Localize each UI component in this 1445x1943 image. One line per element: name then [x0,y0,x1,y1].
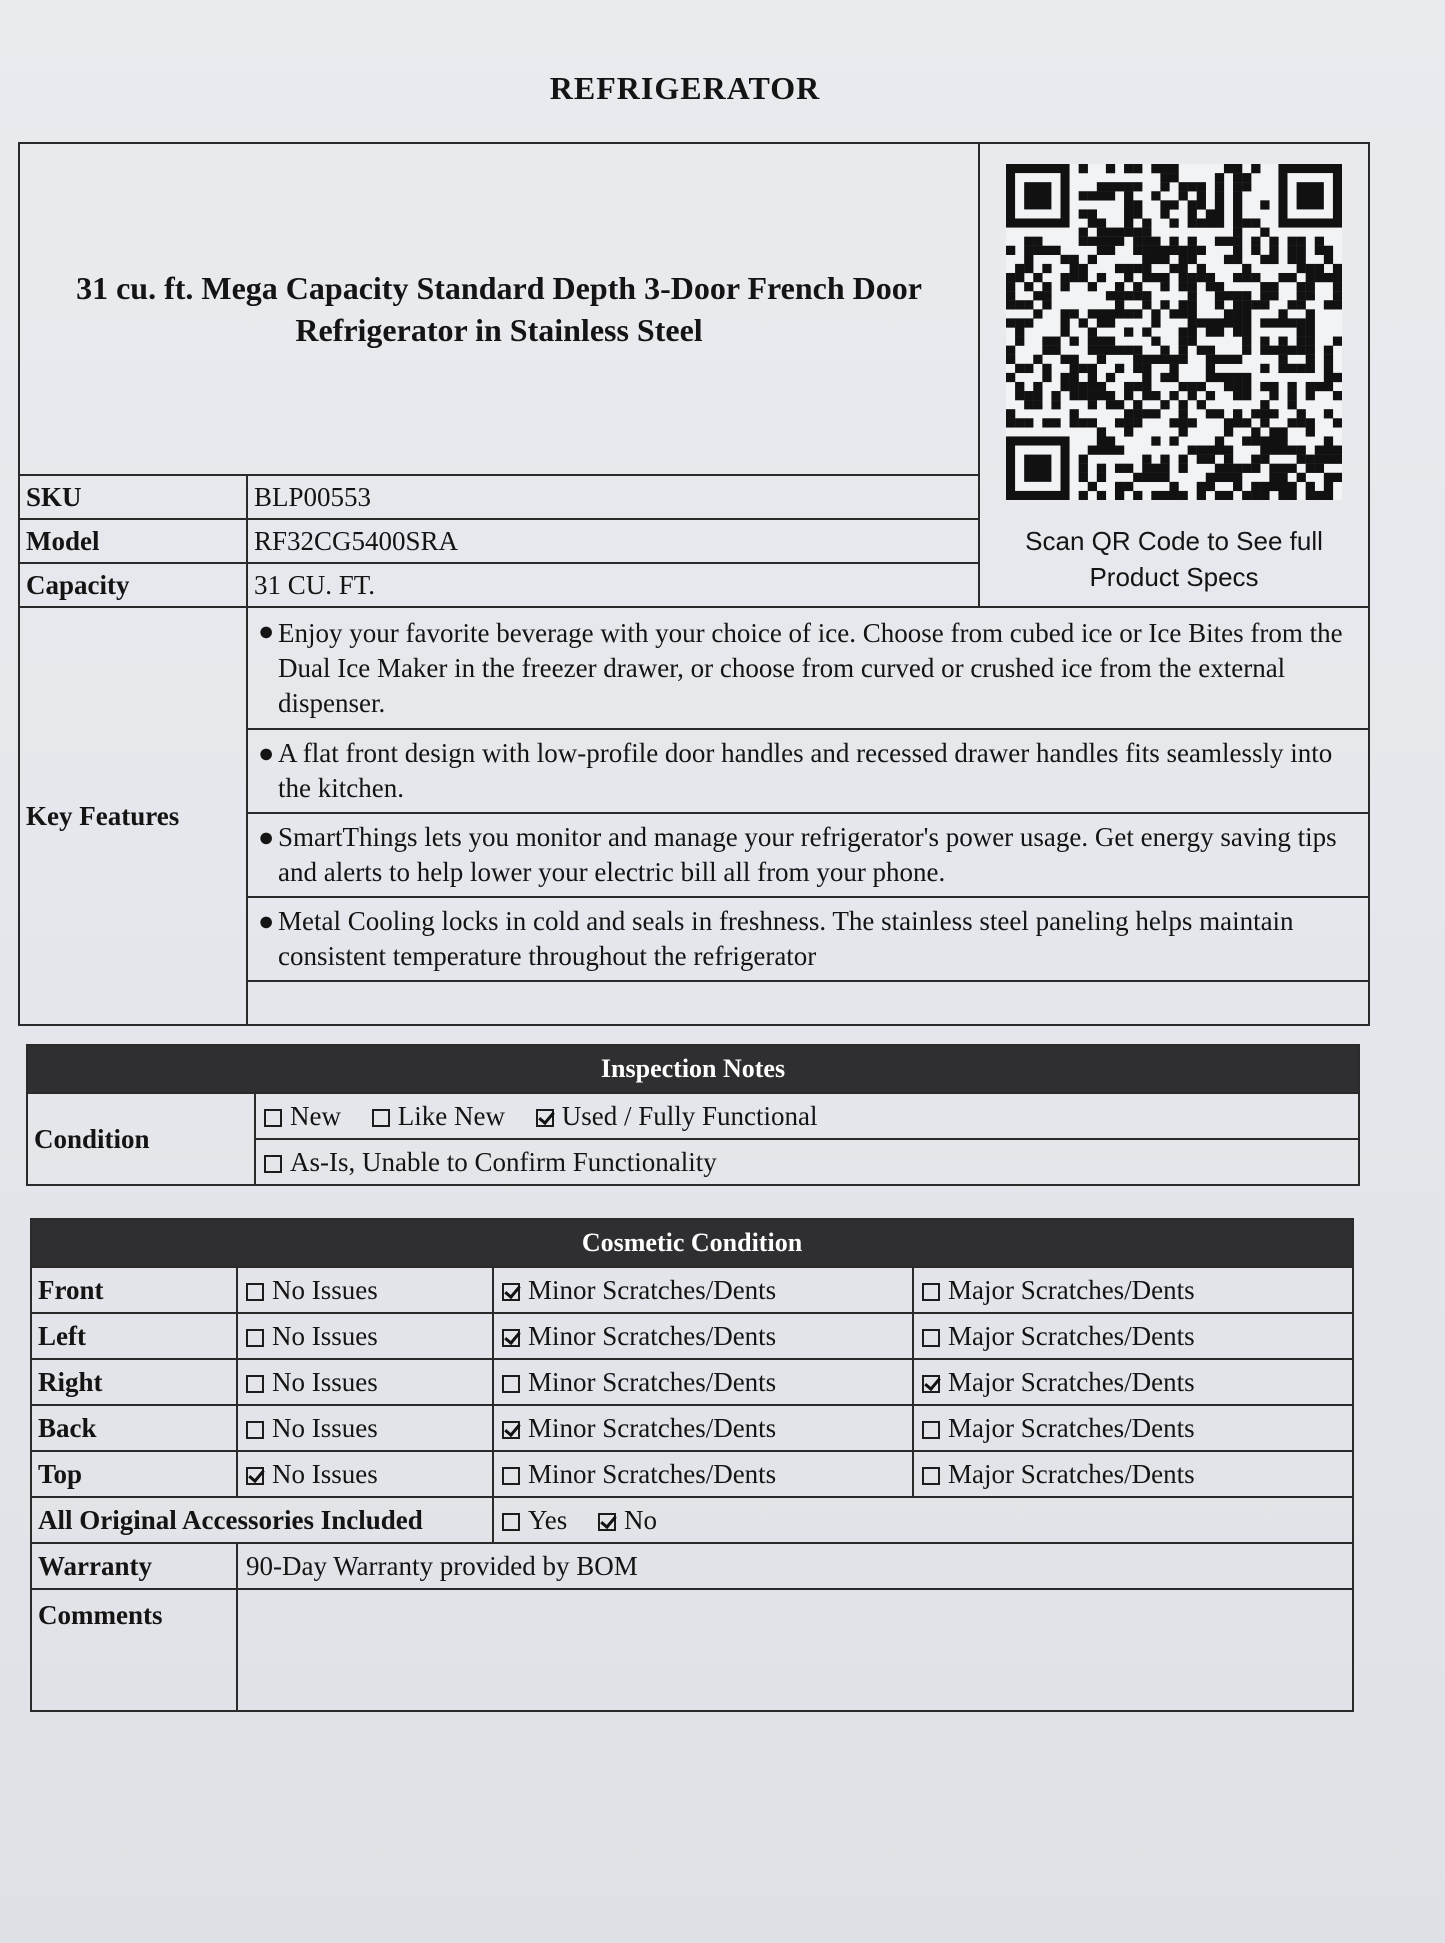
spec-value-sku: BLP00553 [247,475,979,519]
warranty-value: 90-Day Warranty provided by BOM [237,1543,1353,1589]
option-label: No Issues [272,1320,378,1351]
option-label: No [624,1504,658,1535]
checkbox[interactable] [598,1513,616,1531]
checkbox[interactable] [264,1155,282,1173]
cosmetic-row-label: Right [31,1359,237,1405]
page-title: REFRIGERATOR [549,70,821,106]
cosmetic-option-no-issues[interactable] [237,1313,493,1359]
checkbox[interactable] [246,1467,264,1485]
option-label: Minor Scratches/Dents [528,1458,777,1489]
accessories-label: All Original Accessories Included [31,1497,493,1543]
key-feature-item [247,897,1369,981]
checkbox[interactable] [246,1375,264,1393]
cosmetic-option-major-scratches[interactable] [913,1267,1353,1313]
key-feature-item [247,607,1369,729]
accessories-options [493,1497,1353,1543]
key-feature-item [247,813,1369,897]
checkbox[interactable] [502,1513,520,1531]
checkbox[interactable] [246,1421,264,1439]
option-label: No Issues [272,1458,378,1489]
checkbox[interactable] [502,1467,520,1485]
table-row [31,1405,1353,1451]
option-label: Major Scratches/Dents [948,1320,1195,1351]
spec-value-model: RF32CG5400SRA [247,519,979,563]
warranty-label: Warranty [31,1543,237,1589]
checkbox[interactable] [502,1375,520,1393]
option-label: Minor Scratches/Dents [528,1366,777,1397]
key-feature-text: SmartThings lets you monitor and manage your refrigerator's power usage. Get energy saving tips and alerts to help lower your electric bill all from your phone. [278,822,1337,887]
cosmetic-option-major-scratches[interactable] [913,1313,1353,1359]
option-label: New [290,1100,341,1131]
option-label: Minor Scratches/Dents [528,1274,777,1305]
cosmetic-condition-header: Cosmetic Condition [31,1219,1353,1267]
spec-value-capacity: 31 CU. FT. [247,563,979,607]
option-label: Yes [528,1504,568,1535]
option-label: As-Is, Unable to Confirm Functionality [290,1146,717,1177]
condition-options-row [255,1139,1359,1185]
cosmetic-option-no-issues[interactable] [237,1405,493,1451]
cosmetic-option-minor-scratches[interactable] [493,1267,913,1313]
cosmetic-option-no-issues[interactable] [237,1359,493,1405]
condition-option-as-is[interactable] [264,1147,717,1177]
qr-code-icon[interactable] [1006,164,1342,500]
cosmetic-option-major-scratches[interactable] [913,1451,1353,1497]
table-row [31,1313,1353,1359]
condition-option-used[interactable] [536,1101,818,1131]
table-row [31,1359,1353,1405]
condition-option-new[interactable] [264,1101,341,1131]
cosmetic-row-label: Top [31,1451,237,1497]
cosmetic-option-no-issues[interactable] [237,1267,493,1313]
cosmetic-row-label: Back [31,1405,237,1451]
cosmetic-option-major-scratches[interactable] [913,1359,1353,1405]
option-label: Like New [397,1100,505,1131]
checkbox[interactable] [246,1329,264,1347]
key-feature-text: Enjoy your favorite beverage with your choice of ice. Choose from cubed ice or Ice Bites from the Dual Ice Maker in the freezer drawer, or choose from curved or crushed ice from the external dispenser. [278,617,1343,718]
cosmetic-condition-table [30,1218,1354,1712]
option-label: Major Scratches/Dents [948,1458,1195,1489]
key-feature-item [247,729,1369,813]
cosmetic-row-label: Left [31,1313,237,1359]
checkbox[interactable] [922,1329,940,1347]
bullet-icon: ● [258,738,275,768]
condition-label: Condition [27,1093,255,1185]
cosmetic-option-minor-scratches[interactable] [493,1359,913,1405]
checkbox[interactable] [502,1283,520,1301]
checkbox[interactable] [246,1283,264,1301]
cosmetic-option-minor-scratches[interactable] [493,1405,913,1451]
option-label: Major Scratches/Dents [948,1274,1195,1305]
comments-field[interactable] [237,1589,1353,1711]
table-row [31,1267,1353,1313]
qr-caption: Scan QR Code to See full Product Specs [1025,526,1323,592]
option-label: No Issues [272,1412,378,1443]
table-row [31,1451,1353,1497]
accessories-option-no[interactable] [598,1505,657,1535]
option-label: No Issues [272,1274,378,1305]
option-label: Used / Fully Functional [561,1100,818,1131]
option-label: Minor Scratches/Dents [528,1412,777,1443]
key-feature-text: A flat front design with low-profile door handles and recessed drawer handles fits seamlessly into the kitchen. [278,738,1333,803]
comments-label: Comments [31,1589,237,1711]
condition-options-row [255,1093,1359,1139]
checkbox[interactable] [922,1283,940,1301]
bullet-icon: ● [258,906,275,936]
cosmetic-option-no-issues[interactable] [237,1451,493,1497]
checkbox[interactable] [922,1375,940,1393]
cosmetic-rows [31,1267,1353,1497]
condition-option-like-new[interactable] [372,1101,505,1131]
checkbox[interactable] [264,1109,282,1127]
qr-cell [979,143,1369,607]
cosmetic-row-label: Front [31,1267,237,1313]
key-feature-empty-row [247,981,1369,1025]
checkbox[interactable] [502,1329,520,1347]
checkbox[interactable] [922,1467,940,1485]
checkbox[interactable] [372,1109,390,1127]
option-label: Major Scratches/Dents [948,1412,1195,1443]
product-title: 31 cu. ft. Mega Capacity Standard Depth 3-Door French Door Refrigerator in Stainless Steel [19,143,979,475]
product-table [18,142,1370,1026]
key-features-label: Key Features [19,607,247,1025]
option-label: No Issues [272,1366,378,1397]
bullet-icon: ● [258,822,275,852]
inspection-notes-header: Inspection Notes [27,1045,1359,1093]
spec-label-capacity: Capacity [19,563,247,607]
cosmetic-option-minor-scratches[interactable] [493,1313,913,1359]
option-label: Major Scratches/Dents [948,1366,1195,1397]
bullet-icon: ● [258,616,275,646]
option-label: Minor Scratches/Dents [528,1320,777,1351]
inspection-notes-table [26,1044,1360,1186]
checkbox[interactable] [922,1421,940,1439]
key-feature-text: Metal Cooling locks in cold and seals in freshness. The stainless steel paneling helps maintain consistent temperature throughout the refrigerator [278,906,1294,971]
accessories-option-yes[interactable] [502,1505,567,1535]
checkbox[interactable] [502,1421,520,1439]
cosmetic-option-major-scratches[interactable] [913,1405,1353,1451]
spec-label-sku: SKU [19,475,247,519]
cosmetic-option-minor-scratches[interactable] [493,1451,913,1497]
spec-label-model: Model [19,519,247,563]
checkbox[interactable] [536,1109,554,1127]
